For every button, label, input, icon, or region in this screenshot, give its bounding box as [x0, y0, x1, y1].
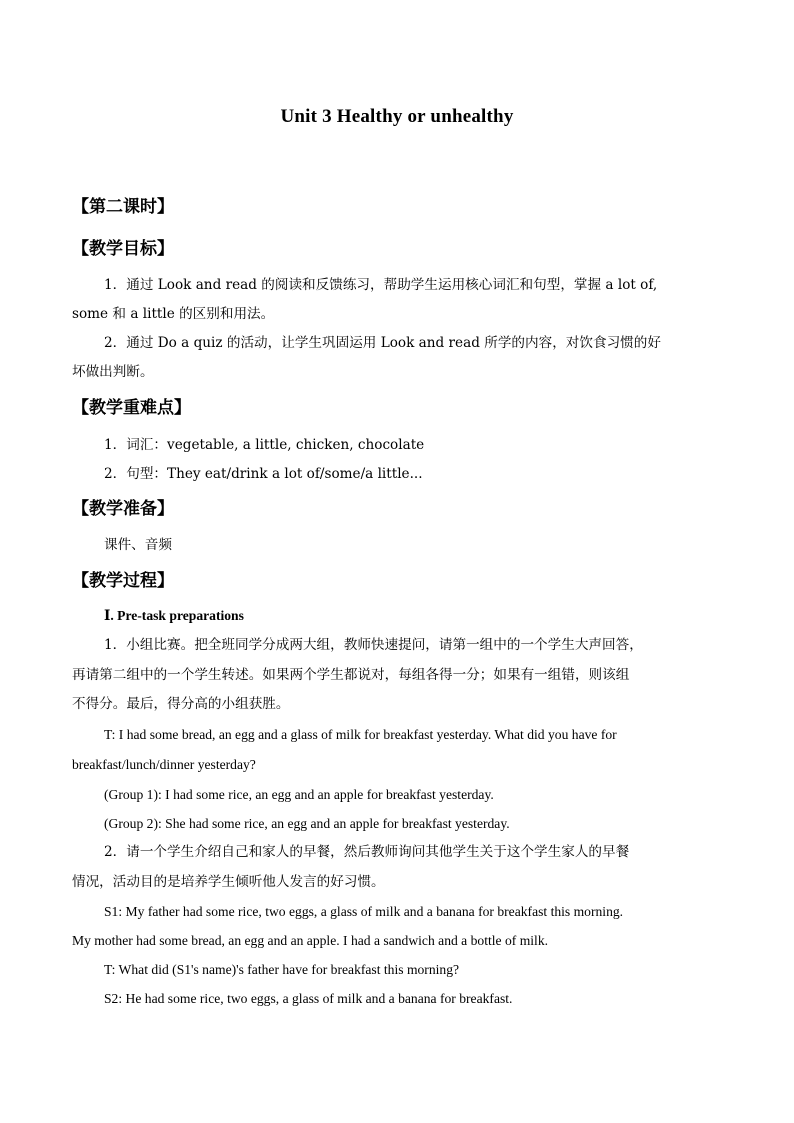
activity-1-line-2: 再请第二组中的一个学生转述。如果两个学生都说对，每组各得一分；如果有一组错，则该组: [72, 667, 630, 683]
process-heading: 【教学过程】: [72, 571, 174, 591]
activity-2-line-2: 情况，活动目的是培养学生倾听他人发言的好习惯。: [72, 874, 385, 890]
key-point-pattern: 2．句型：They eat/drink a lot of/some/a little...: [104, 466, 423, 482]
objective-2-line-1: 2．通过 Do a quiz 的活动，让学生巩固运用 Look and read 所学的内容，对饮食习惯的好: [104, 335, 661, 351]
objectives-heading: 【教学目标】: [72, 239, 174, 259]
activity-1-line-3: 不得分。最后，得分高的小组获胜。: [72, 696, 290, 712]
lesson-heading: 【第二课时】: [72, 197, 174, 217]
activity-2-line-1: 2．请一个学生介绍自己和家人的早餐，然后教师询问其他学生关于这个学生家人的早餐: [104, 844, 630, 860]
preparation-materials: 课件、音频: [104, 537, 172, 553]
key-points-heading: 【教学重难点】: [72, 398, 191, 418]
preparation-heading: 【教学准备】: [72, 499, 174, 519]
student-1-line-1: S1: My father had some rice, two eggs, a glass of milk and a banana for breakfast this morning.: [104, 904, 624, 919]
objective-1-line-1: 1．通过 Look and read 的阅读和反馈练习，帮助学生运用核心词汇和句型，掌握 a lot of,: [104, 277, 658, 293]
objective-2-line-2: 坏做出判断。: [72, 364, 154, 380]
student-2-answer: S2: He had some rice, two eggs, a glass of milk and a banana for breakfast.: [104, 991, 513, 1006]
student-1-line-2: My mother had some bread, an egg and an apple. I had a sandwich and a bottle of milk.: [72, 933, 549, 948]
page-title: Unit 3 Healthy or unhealthy: [280, 106, 514, 127]
teacher-question-2: T: What did (S1's name)'s father have for breakfast this morning?: [104, 962, 460, 977]
teacher-question-1-line-2: breakfast/lunch/dinner yesterday?: [72, 757, 256, 772]
part-1-title: Ⅰ. Pre-task preparations: [104, 608, 244, 623]
group-1-answer: (Group 1): I had some rice, an egg and an apple for breakfast yesterday.: [104, 787, 494, 802]
teacher-question-1-line-1: T: I had some bread, an egg and a glass of milk for breakfast yesterday. What did you have for: [104, 727, 617, 742]
key-point-vocab: 1．词汇：vegetable, a little, chicken, chocolate: [104, 437, 425, 453]
group-2-answer: (Group 2): She had some rice, an egg and an apple for breakfast yesterday.: [104, 816, 510, 831]
activity-1-line-1: 1．小组比赛。把全班同学分成两大组，教师快速提问，请第一组中的一个学生大声回答，: [104, 637, 643, 653]
objective-1-line-2: some 和 a little 的区别和用法。: [72, 306, 275, 322]
